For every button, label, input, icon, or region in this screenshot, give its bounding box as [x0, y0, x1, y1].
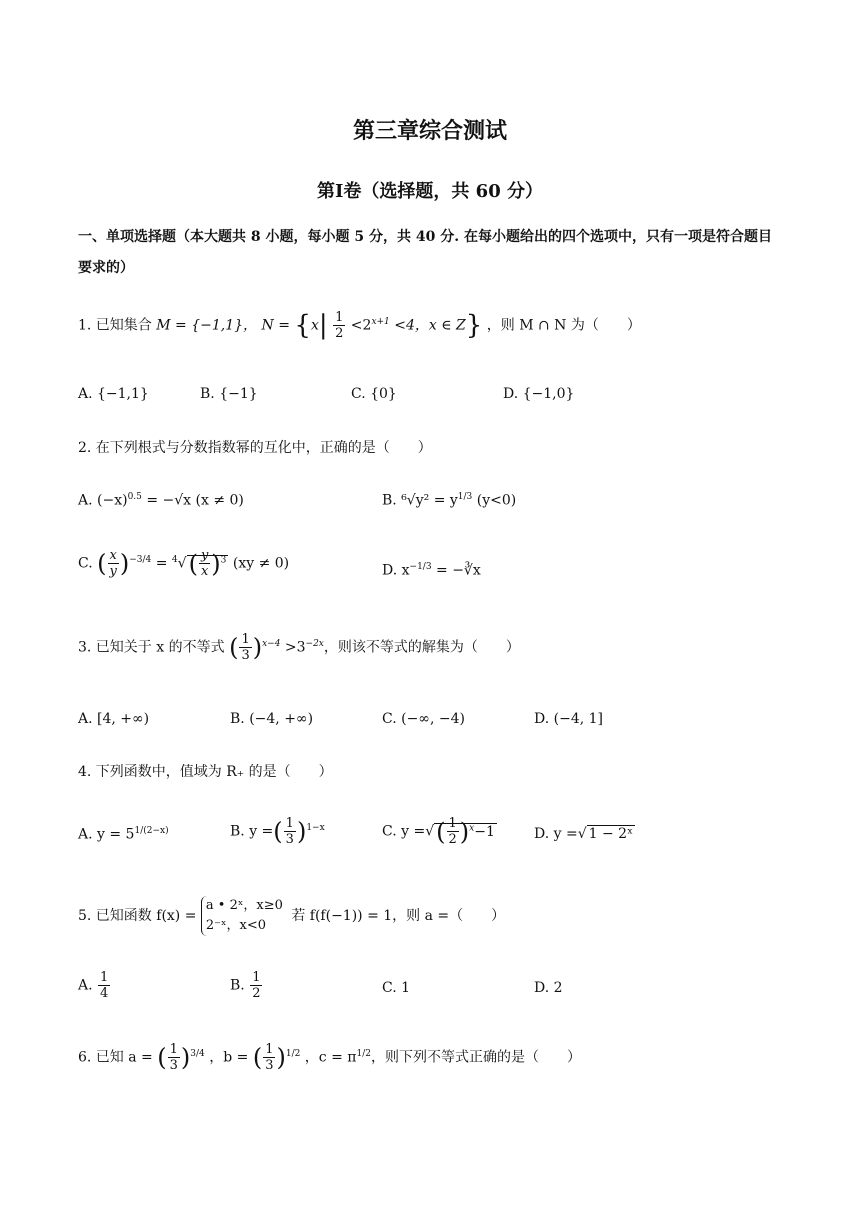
question-4: 4. 下列函数中，值域为 R₊ 的是（ ）	[78, 764, 333, 780]
page-subtitle: 第Ⅰ卷（选择题，共 60 分）	[316, 181, 543, 202]
q2-option-a: A. $(-x)^{0.5} = -√x$ (x ≠ 0)	[78, 492, 244, 509]
q4-option-a: A. $y = 5^{1/(2-x)}$	[78, 826, 169, 843]
q3-option-d: D. (−4, 1]	[534, 711, 603, 727]
q1-option-d: D. {−1,0}	[503, 386, 575, 402]
q4-option-d: D. y =√ 1 − 2ˣ	[534, 826, 634, 842]
fraction-half: $\frac{1}{2}$	[335, 310, 344, 341]
question-2: 2. 在下列根式与分数指数幂的互化中，正确的是（ ）	[78, 440, 432, 456]
q3-option-a: A. [4, +∞)	[78, 711, 150, 727]
q1-option-a: A. {−1,1}	[78, 386, 149, 402]
q3-option-b: B. (−4, +∞)	[230, 711, 314, 727]
question-6: 6. 已知 a = ( $\frac{1}{3}$ )$^{3/4}$ ，b = ( $\frac{1}{3}$ )$^{1/2}$ ，$c = \pi^{1/2}$，则下列不等式正确的是（ ）	[78, 1042, 581, 1073]
q2-option-d: D. $x^{-1/3}$ = −∛x	[382, 562, 481, 579]
q4-option-b: B. y =( $\frac{1}{3}$ )$^{1-x}$	[230, 816, 325, 847]
page-title: 第三章综合测试	[352, 118, 507, 144]
section-heading: 一、单项选择题（本大题共 8 小题，每小题 5 分，共 40 分. 在每小题给出的四个选项中，只有一项是符合题目要求的）	[78, 229, 772, 276]
q5-option-c: C. 1	[382, 980, 411, 996]
q2-option-b: B. $^6√y^2 = y^{1/3}$ (y<0)	[382, 492, 517, 509]
piecewise-cases: a • 2ˣ，x≥0 2⁻ˣ，x<0	[201, 896, 283, 936]
question-3: 3. 已知关于 x 的不等式 ( $\frac{1}{3}$ )$^{x-4} >3^{-2x}$，则该不等式的解集为（ ）	[78, 632, 520, 663]
question-1: 1. 已知集合 M = {−1,1}， N = {x| $\frac{1}{2}$ $<2^{x+1} <4$，x ∈ Z} ，则 M ∩ N 为（ ）	[78, 310, 641, 341]
q4-option-c: C. y =√( $\frac{1}{2}$ )$^x$−1	[382, 816, 495, 847]
q5-option-a: A. $\frac{1}{4}$	[78, 970, 109, 1001]
q5-option-d: D. 2	[534, 980, 563, 996]
q5-option-b: B. $\frac{1}{2}$	[230, 970, 261, 1001]
q1-option-b: B. {−1}	[200, 386, 258, 402]
q3-option-c: C. (−∞, −4)	[382, 711, 465, 727]
q1-option-c: C. {0}	[351, 386, 397, 402]
q2-option-c: C. ( $\frac{x}{y}$ )$^{-3/4}$ = $^4$√( $\frac{y}{x}$ )$^3$ (xy ≠ 0)	[78, 548, 290, 579]
question-5: 5. 已知函数 f(x) = a • 2ˣ，x≥0 2⁻ˣ，x<0 若 f(f(−1)) = 1，则 a =（ ）	[78, 896, 505, 936]
